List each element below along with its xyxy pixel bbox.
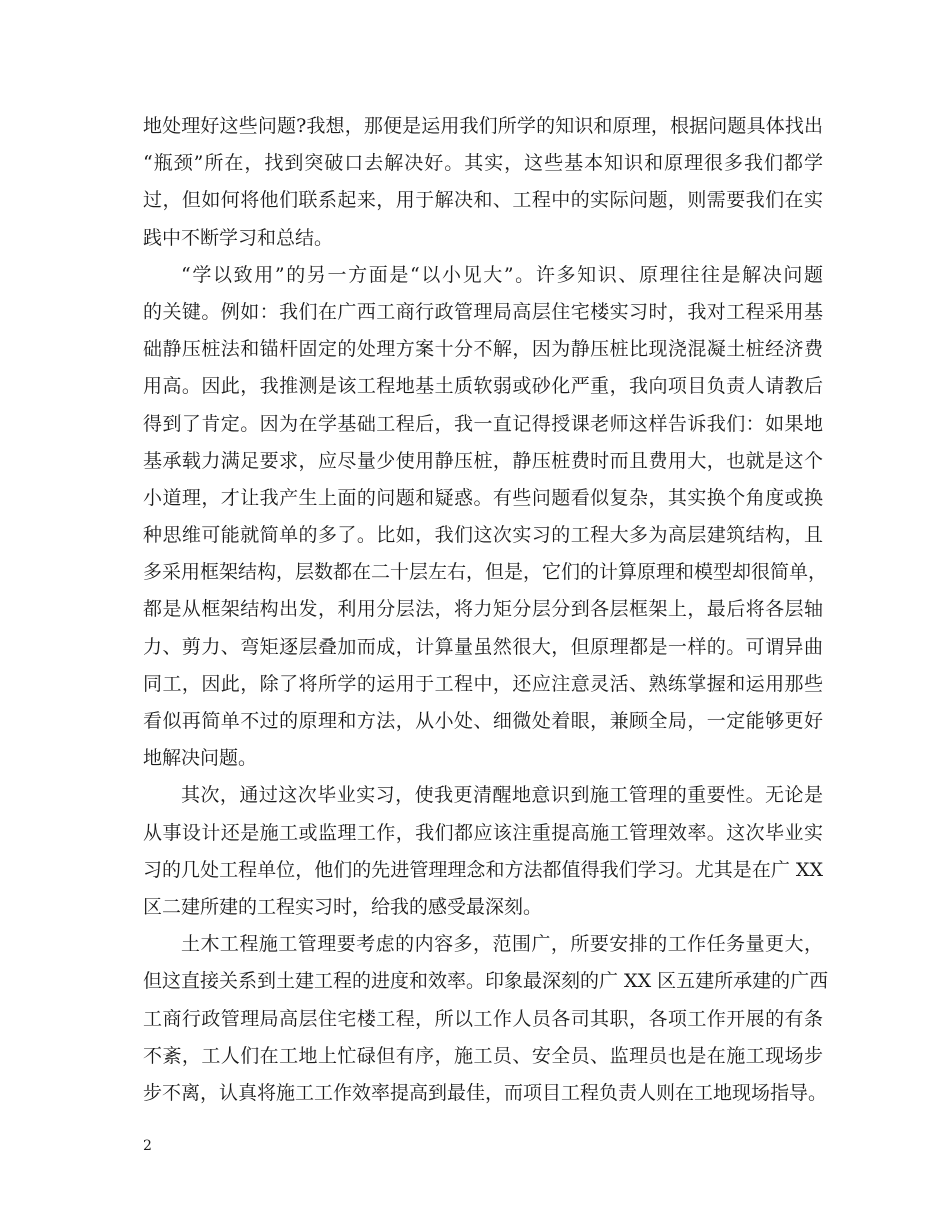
text-line: 步不离，认真将施工工作效率提高到最佳，而项目工程负责人则在工地现场指导。 xyxy=(143,1081,828,1104)
text-line: 区二建所建的工程实习时，给我的感受最深刻。 xyxy=(143,895,543,918)
text-line: 础静压桩法和锚杆固定的处理方案十分不解，因为静压桩比现浇混凝土桩经济费 xyxy=(143,338,823,361)
text-line: 看似再简单不过的原理和方法，从小处、细微处着眼，兼顾全局，一定能够更好 xyxy=(143,710,823,732)
text-line: 但这直接关系到土建工程的进度和效率。印象最深刻的广 XX 区五建所承建的广西 xyxy=(143,970,829,993)
text-line: 基承载力满足要求，应尽量少使用静压桩，静压桩费时而且费用大，也就是这个 xyxy=(143,449,823,472)
text-line: 习的几处工程单位，他们的先进管理理念和方法都值得我们学习。尤其是在广 XX xyxy=(143,858,823,881)
text-line: 过，但如何将他们联系起来，用于解决和、工程中的实际问题，则需要我们在实 xyxy=(143,189,823,212)
text-line: 得到了肯定。因为在学基础工程后，我一直记得授课老师这样告诉我们：如果地 xyxy=(143,412,823,435)
text-line: 其次，通过这次毕业实习，使我更清醒地意识到施工管理的重要性。无论是 xyxy=(181,784,823,807)
text-line: 土木工程施工管理要考虑的内容多，范围广，所要安排的工作任务量更大， xyxy=(181,933,823,956)
text-line: 践中不断学习和总结。 xyxy=(143,226,334,249)
text-line: 地解决问题。 xyxy=(143,747,258,770)
page-number: 2 xyxy=(143,1138,152,1154)
text-line: 种思维可能就简单的多了。比如，我们这次实习的工程大多为高层建筑结构，且 xyxy=(143,524,823,547)
body-text xyxy=(143,108,829,1112)
text-line: 力、剪力、弯矩逐层叠加而成，计算量虽然很大，但原理都是一样的。可谓异曲 xyxy=(143,635,823,658)
text-line: 小道理，才让我产生上面的问题和疑惑。有些问题看似复杂，其实换个角度或换 xyxy=(143,486,823,509)
text-line: 用高。因此，我推测是该工程地基土质软弱或砂化严重，我向项目负责人请教后 xyxy=(143,375,823,398)
text-line: “瓶颈”所在，找到突破口去解决好。其实，这些基本知识和原理很多我们都学 xyxy=(143,152,823,175)
text-line: 多采用框架结构，层数都在二十层左右，但是，它们的计算原理和模型却很简单， xyxy=(143,561,828,584)
text-line: 都是从框架结构出发，利用分层法，将力矩分层分到各层框架上，最后将各层轴 xyxy=(143,598,823,621)
text-line: 工商行政管理局高层住宅楼工程，所以工作人员各司其职，各项工作开展的有条 xyxy=(143,1007,823,1030)
text-line: 地处理好这些问题?我想，那便是运用我们所学的知识和原理，根据问题具体找出 xyxy=(143,115,823,137)
text-line: 从事设计还是施工或监理工作，我们都应该注重提高施工管理效率。这次毕业实 xyxy=(143,821,823,844)
text-line: 的关键。例如：我们在广西工商行政管理局高层住宅楼实习时，我对工程采用基 xyxy=(143,300,823,323)
text-line: “学以致用”的另一方面是“以小见大”。许多知识、原理往往是解决问题 xyxy=(181,263,823,286)
text-line: 同工，因此，除了将所学的运用于工程中，还应注意灵活、熟练掌握和运用那些 xyxy=(143,672,823,695)
text-line: 不紊，工人们在工地上忙碌但有序，施工员、安全员、监理员也是在施工现场步 xyxy=(143,1044,823,1067)
